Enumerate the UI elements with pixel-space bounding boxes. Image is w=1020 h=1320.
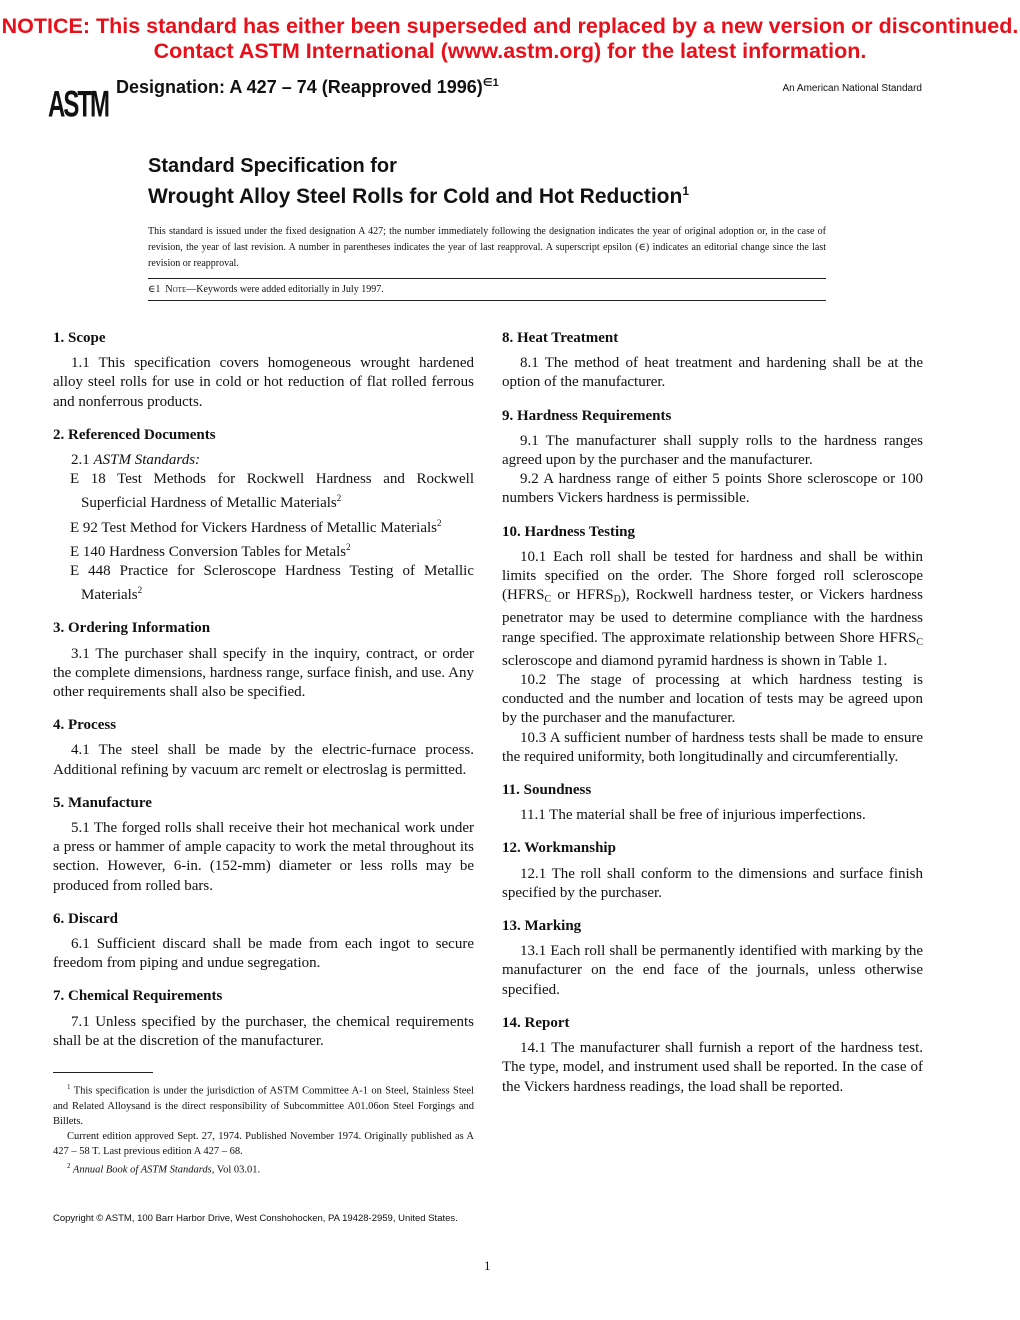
section-workmanship bbox=[502, 839, 923, 903]
designation bbox=[116, 76, 499, 98]
reference-e18: E 18 Test Methods for Rockwell Hardness and Rockwell Superficial Hardness of Metallic Materials$^2$ bbox=[70, 471, 474, 512]
footnotes bbox=[53, 1080, 474, 1177]
paragraph: 3.1 The purchaser shall specify in the inquiry, contract, or order the complete dimensions, hardness range, surface finish, and use. Any other requirements shall also be specified. bbox=[53, 645, 474, 701]
title-main: Wrought Alloy Steel Rolls for Cold and Hot Reduction bbox=[148, 185, 683, 208]
superseded-notice bbox=[0, 14, 1020, 64]
paragraph: 14.1 The manufacturer shall furnish a report of the hardness test. The type, model, and instrument used shall be reported. In the case of the Vickers hardness readings, the load shall be reported. bbox=[502, 1040, 923, 1095]
divider bbox=[148, 278, 826, 279]
title-line-1: Standard Specification for bbox=[148, 155, 397, 177]
paragraph: 6.1 Sufficient discard shall be made from each ingot to secure freedom from piping and undue segregation. bbox=[53, 936, 474, 972]
section-heat-treatment bbox=[502, 329, 923, 393]
footnote-2: $^2$ Annual Book of ASTM Standards, Vol 03.01. bbox=[67, 1161, 261, 1175]
section-manufacture bbox=[53, 794, 474, 896]
document-title bbox=[148, 154, 689, 210]
section-heading: 6. Discard bbox=[53, 910, 118, 927]
section-chemical-requirements bbox=[53, 987, 474, 1051]
astm-logo-text: ASTM bbox=[48, 83, 108, 125]
paragraph: 1.1 This specification covers homogeneous wrought hardened alloy steel rolls for use in cold or hot reduction of flat rolled ferrous and nonferrous products. bbox=[53, 355, 474, 410]
section-scope bbox=[53, 329, 474, 412]
reference-e140: E 140 Hardness Conversion Tables for Metals$^2$ bbox=[70, 541, 351, 560]
notice-line-2: Contact ASTM International (www.astm.org) for the latest information. bbox=[153, 39, 867, 63]
section-hardness-requirements bbox=[502, 407, 923, 509]
section-report bbox=[502, 1014, 923, 1097]
paragraph: 5.1 The forged rolls shall receive their hot mechanical work under a press or hammer of ample capacity to work the metal throughout its section. However, 6-in. (152-mm) diameter or less rolls may be produced from rolled bars. bbox=[53, 820, 474, 894]
left-column bbox=[53, 329, 474, 1065]
right-column bbox=[502, 329, 923, 1111]
footnote-1: $^1$ This specification is under the jurisdiction of ASTM Committee A-1 on Steel, Stainless Steel and Related Alloysand is the direct responsibility of Subcommittee A01.06on Steel Forgings and Billets. bbox=[53, 1083, 474, 1127]
paragraph: 4.1 The steel shall be made by the electric-furnace process. Additional refining by vacuum arc remelt or electroslag is permitted. bbox=[53, 742, 474, 778]
copyright: Copyright © ASTM, 100 Barr Harbor Drive, West Conshohocken, PA 19428-2959, United States. bbox=[53, 1213, 458, 1224]
section-marking bbox=[502, 917, 923, 1000]
american-national-standard: An American National Standard bbox=[782, 83, 922, 94]
reference-e448: E 448 Practice for Scleroscope Hardness Testing of Metallic Materials$^2$ bbox=[70, 563, 474, 604]
paragraph: 7.1 Unless specified by the purchaser, the chemical requirements shall be at the discretion of the manufacturer. bbox=[53, 1013, 474, 1049]
footnote-1-continued: Current edition approved Sept. 27, 1974. Published November 1974. Originally published as A 427 – 58 T. Last previous edition A 427 – 68. bbox=[53, 1130, 474, 1157]
note-text: —Keywords were added editorially in July 1997. bbox=[186, 284, 384, 295]
paragraph: 12.1 The roll shall conform to the dimensions and surface finish specified by the purchaser. bbox=[502, 865, 923, 901]
section-referenced-documents bbox=[53, 426, 474, 606]
section-heading: 9. Hardness Requirements bbox=[502, 407, 672, 424]
astm-logo bbox=[48, 76, 108, 125]
section-heading: 13. Marking bbox=[502, 918, 582, 935]
section-heading: 1. Scope bbox=[53, 330, 106, 346]
note-label: Note bbox=[165, 284, 187, 295]
epsilon-mark: ∈1 bbox=[148, 284, 161, 295]
section-ordering-information bbox=[53, 619, 474, 702]
section-heading: 3. Ordering Information bbox=[53, 620, 211, 637]
section-heading: 5. Manufacture bbox=[53, 794, 152, 811]
designation-epsilon: ∈1 bbox=[482, 77, 499, 89]
title-footnote-ref: 1 bbox=[682, 184, 690, 198]
section-heading: 7. Chemical Requirements bbox=[53, 988, 223, 1005]
paragraph: 10.3 A sufficient number of hardness tests shall be made to ensure the required uniformity, both longitudinally and circumferentially. bbox=[502, 729, 923, 765]
paragraph: 13.1 Each roll shall be permanently identified with marking by the manufacturer on the end face of the journals, unless otherwise specified. bbox=[502, 943, 923, 998]
paragraph: 10.2 The stage of processing at which hardness testing is conducted and the number and location of tests may be agreed upon by the purchaser and the manufacturer. bbox=[502, 672, 923, 727]
section-soundness bbox=[502, 781, 923, 825]
epsilon-note bbox=[148, 284, 384, 295]
paragraph: 8.1 The method of heat treatment and hardening shall be at the option of the manufacturer. bbox=[502, 355, 923, 391]
section-heading: 2. Referenced Documents bbox=[53, 426, 216, 443]
paragraph: 11.1 The material shall be free of injurious imperfections. bbox=[520, 807, 866, 824]
section-heading: 10. Hardness Testing bbox=[502, 523, 635, 540]
section-process bbox=[53, 716, 474, 780]
designation-text: Designation: A 427 – 74 (Reapproved 1996) bbox=[116, 77, 483, 97]
footnote-divider bbox=[53, 1072, 153, 1073]
section-heading: 11. Soundness bbox=[502, 782, 592, 799]
page-number: 1 bbox=[484, 1258, 491, 1273]
paragraph: 9.2 A hardness range of either 5 points Shore scleroscope or 100 numbers Vickers hardness is permissible. bbox=[502, 471, 923, 507]
section-heading: 12. Workmanship bbox=[502, 840, 616, 857]
title-line-2 bbox=[148, 178, 689, 210]
divider bbox=[148, 300, 826, 301]
paragraph: 9.1 The manufacturer shall supply rolls to the hardness ranges agreed upon by the purchaser and the manufacturer. bbox=[502, 432, 923, 469]
paragraph: 2.1 ASTM Standards: bbox=[71, 452, 201, 469]
section-heading: 4. Process bbox=[53, 717, 117, 734]
section-heading: 8. Heat Treatment bbox=[502, 330, 619, 346]
reference-e92: E 92 Test Method for Vickers Hardness of Metallic Materials$^2$ bbox=[70, 517, 442, 536]
section-discard bbox=[53, 910, 474, 974]
section-hardness-testing bbox=[502, 523, 923, 767]
paragraph: 10.1 Each roll shall be tested for hardness and shall be within limits specified on the order. The Shore forged roll scleroscope ($HFRS_C$ or $HFRS_D$), Rockwell hardness tester, or Vickers hardness penetrator may be used to determine compliance with the hardness range specified. The approximate relationship between Shore $HFRS_C$ scleroscope and diamond pyramid hardness is shown in Table 1. bbox=[502, 548, 923, 669]
notice-line-1: NOTICE: This standard has either been superseded and replaced by a new version or discontinued. bbox=[1, 14, 1019, 38]
section-heading: 14. Report bbox=[502, 1014, 570, 1031]
issuance-statement: This standard is issued under the fixed designation A 427; the number immediately following the designation indicates the year of original adoption or, in the case of revision, the year of last revision. A number in parentheses indicates the year of last reapproval. A superscript epsilon (∈) indicates an editorial change since the last revision or reapproval. bbox=[148, 226, 826, 269]
